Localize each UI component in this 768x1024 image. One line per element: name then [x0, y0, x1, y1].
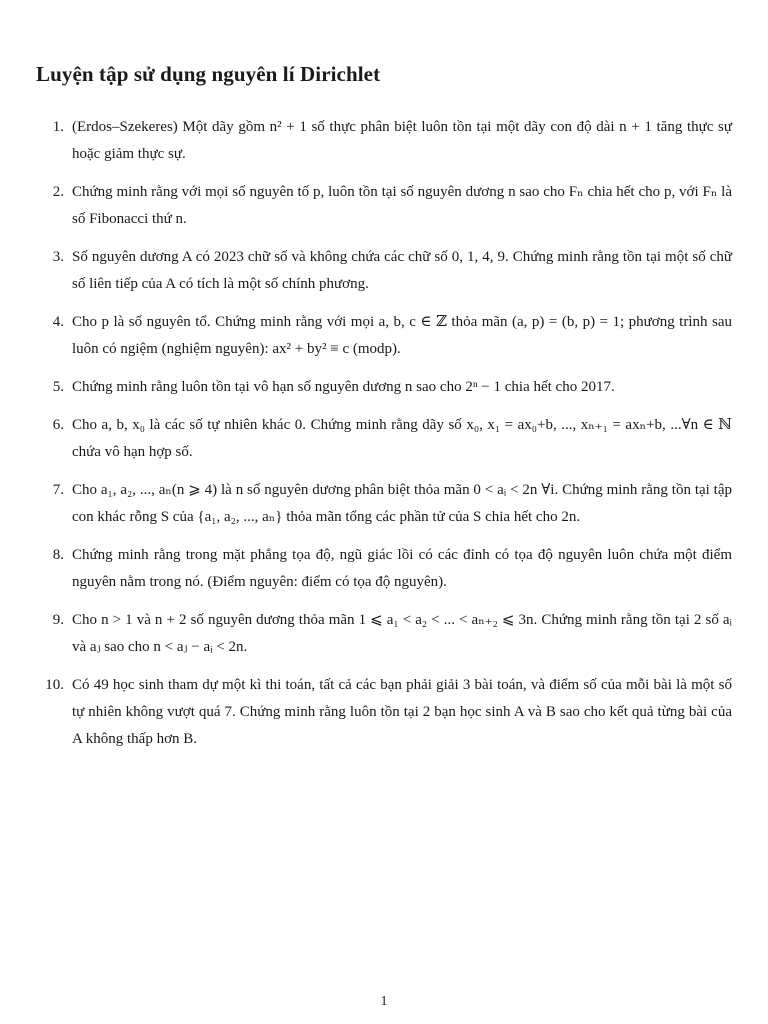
problem-number: 9.: [52, 612, 64, 628]
problem-text: Chứng minh rằng trong mặt phẳng tọa độ, ngũ giác lồi có các đỉnh có tọa độ nguyên luôn chứa một điểm nguyên nằm trong nó. (Điểm nguyên: điểm có tọa độ nguyên).: [72, 547, 732, 590]
problem-item-5: [0, 374, 768, 401]
problem-number: 5.: [52, 379, 64, 395]
problem-item-8: [0, 542, 768, 596]
problem-text: Số nguyên dương A có 2023 chữ số và không chứa các chữ số 0, 1, 4, 9. Chứng minh rằng tồn tại một số chữ số liên tiếp của A có tích là một số chính phương.: [72, 249, 732, 292]
problem-text: Cho a, b, x₀ là các số tự nhiên khác 0. Chứng minh rằng dãy số x₀, x₁ = ax₀+b, ..., xₙ₊₁ = axₙ+b, ...∀n ∈ ℕ chứa vô hạn hợp số.: [72, 417, 732, 460]
problem-text: Chứng minh rằng luôn tồn tại vô hạn số nguyên dương n sao cho 2ⁿ − 1 chia hết cho 2017.: [72, 379, 615, 395]
problem-item-7: [0, 477, 768, 531]
problem-number: 3.: [52, 249, 64, 265]
page-title: Luyện tập sử dụng nguyên lí Dirichlet: [36, 62, 381, 86]
problem-number: 8.: [52, 547, 64, 563]
problem-item-10: [0, 672, 768, 753]
problem-item-3: [0, 244, 768, 298]
problem-text: Cho n > 1 và n + 2 số nguyên dương thỏa mãn 1 ⩽ a₁ < a₂ < ... < aₙ₊₂ ⩽ 3n. Chứng minh rằng tồn tại 2 số aᵢ và aⱼ sao cho n < aⱼ − aᵢ < 2n.: [72, 612, 732, 655]
problem-text: Có 49 học sinh tham dự một kì thi toán, tất cả các bạn phải giải 3 bài toán, và điểm số của mỗi bài là một số tự nhiên không vượt quá 7. Chứng minh rằng luôn tồn tại 2 bạn học sinh A và B sao cho kết quả từng bài của A không thấp hơn B.: [72, 677, 732, 747]
problem-number: 10.: [45, 677, 64, 693]
page-number: 1: [380, 994, 388, 1009]
problem-text: Cho p là số nguyên tố. Chứng minh rằng với mọi a, b, c ∈ ℤ thỏa mãn (a, p) = (b, p) = 1; phương trình sau luôn có ngiệm (nghiệm nguyên): ax² + by² ≡ c (modp).: [72, 314, 732, 357]
problem-number: 6.: [52, 417, 64, 433]
problem-list: [0, 114, 768, 764]
problem-item-2: [0, 179, 768, 233]
problem-item-9: [0, 607, 768, 661]
problem-text: (Erdos–Szekeres) Một dãy gồm n² + 1 số thực phân biệt luôn tồn tại một dãy con độ dài n + 1 tăng thực sự hoặc giảm thực sự.: [72, 119, 732, 162]
problem-number: 2.: [52, 184, 64, 200]
problem-number: 7.: [52, 482, 64, 498]
problem-text: Cho a₁, a₂, ..., aₙ(n ⩾ 4) là n số nguyên dương phân biệt thỏa mãn 0 < aᵢ < 2n ∀i. Chứng minh rằng tồn tại tập con khác rỗng S của {a₁, a₂, ..., aₙ} thỏa mãn tổng các phần tử của S chia hết cho 2n.: [72, 482, 732, 525]
problem-number: 1.: [52, 119, 64, 135]
problem-number: 4.: [52, 314, 64, 330]
problem-item-4: [0, 309, 768, 363]
problem-text: Chứng minh rằng với mọi số nguyên tố p, luôn tồn tại số nguyên dương n sao cho Fₙ chia hết cho p, với Fₙ là số Fibonacci thứ n.: [72, 184, 732, 227]
problem-item-1: [0, 114, 768, 168]
problem-item-6: [0, 412, 768, 466]
